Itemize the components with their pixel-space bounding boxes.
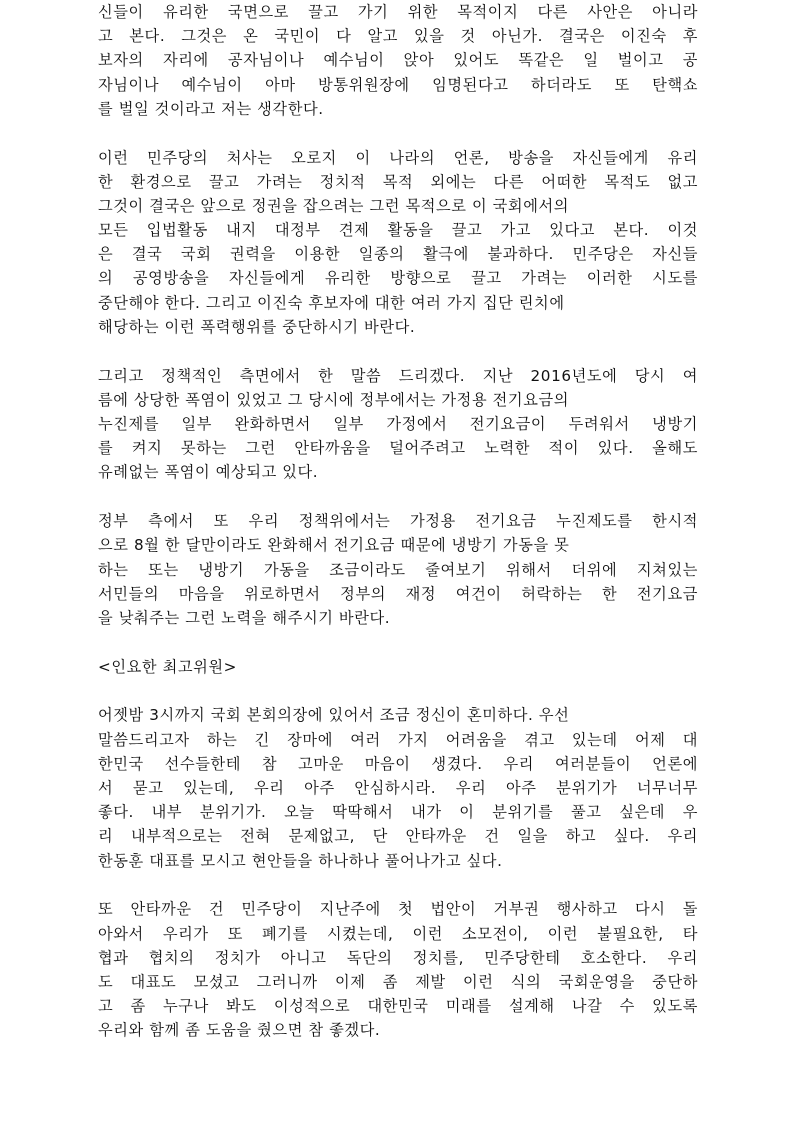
document-page	[98, 0, 698, 1043]
text-line: 그것이 결국은 앞으로 정권을 잡으려는 그런 목적으로 이 국회에서의	[98, 196, 570, 215]
paragraph-gap	[98, 339, 698, 364]
text-line: 정부 측에서 또 우리 정책위에서는 가정용 전기요금 누진제도를 한시적	[98, 512, 698, 531]
text-line: 한민국 선수들한테 참 고마운 마음이 생겼다. 우리 여러분들이 언론에	[98, 754, 698, 773]
text-line: 를 켜지 못하는 그런 안타까움을 덜어주려고 노력한 적이 있다. 올해도	[98, 439, 698, 458]
text-line: 우리와 함께 좀 도움을 줬으면 참 좋겠다.	[98, 1021, 381, 1040]
text-line: 한 환경으로 끌고 가려는 정치적 목적 외에는 다른 어떠한 목적도 없고	[98, 172, 698, 191]
paragraph-gap	[98, 630, 698, 655]
text-line: 를 벌일 것이라고 저는 생각한다.	[98, 99, 324, 118]
paragraph-1	[98, 0, 698, 121]
text-line: 자님이나 예수님이 아마 방통위원장에 임명된다고 하더라도 또 탄핵쇼	[98, 75, 698, 94]
paragraph-6	[98, 897, 698, 1042]
text-line: 은 결국 국회 권력을 이용한 일종의 활극에 불과하다. 민주당은 자신들	[98, 245, 698, 264]
text-line: 고 좀 누구나 봐도 이성적으로 대한민국 미래를 설계해 나갈 수 있도록	[98, 997, 698, 1016]
paragraph-gap	[98, 121, 698, 146]
text-line: 이런 민주당의 처사는 오로지 이 나라의 언론, 방송을 자신들에게 유리	[98, 148, 698, 167]
text-line: 름에 상당한 폭염이 있었고 그 당시에 정부에서는 가정용 전기요금의	[98, 390, 570, 409]
text-line: 유례없는 폭염이 예상되고 있다.	[98, 463, 319, 482]
text-line: 도 대표도 모셨고 그러니까 이제 좀 제발 이런 식의 국회운영을 중단하	[98, 972, 698, 991]
text-line: 누진제를 일부 완화하면서 일부 가정에서 전기요금이 두려워서 냉방기	[98, 415, 698, 433]
text-line: 하는 또는 냉방기 가동을 조금이라도 줄여보기 위해서 더위에 지쳐있는	[98, 560, 698, 579]
paragraph-2	[98, 146, 698, 340]
text-line: 좋다. 내부 분위기가. 오늘 딱딱해서 내가 이 분위기를 풀고 싶은데 우	[98, 803, 698, 822]
paragraph-gap	[98, 873, 698, 898]
text-line: 리 내부적으로는 전혀 문제없고, 단 안타까운 건 일을 하고 싶다. 우리	[98, 827, 698, 846]
text-line: 으로 8월 한 달만이라도 완화해서 전기요금 때문에 냉방기 가동을 못	[98, 536, 570, 555]
paragraph-gap	[98, 679, 698, 704]
text-line: 모든 입법활동 내지 대정부 견제 활동을 끌고 가고 있다고 본다. 이것	[98, 221, 698, 240]
text-line: 아와서 우리가 또 폐기를 시켰는데, 이런 소모전이, 이런 불필요한, 타	[98, 924, 698, 943]
text-line: 보자의 자리에 공자님이나 예수님이 앉아 있어도 똑같은 일 벌이고 공	[98, 51, 698, 70]
text-line: 서민들의 마음을 위로하면서 정부의 재정 여건이 허락하는 한 전기요금	[98, 584, 698, 603]
text-line: 어젯밤 3시까지 국회 본회의장에 있어서 조금 정신이 혼미하다. 우선	[98, 706, 570, 725]
text-line: 해당하는 이런 폭력행위를 중단하시기 바란다.	[98, 317, 416, 336]
text-line: 중단해야 한다. 그리고 이진숙 후보자에 대한 여러 가지 집단 린치에	[98, 293, 565, 312]
paragraph-5	[98, 703, 698, 872]
text-line: 말씀드리고자 하는 긴 장마에 여러 가지 어려움을 겪고 있는데 어제 대	[98, 730, 698, 749]
text-line: 신들이 유리한 국면으로 끌고 가기 위한 목적이지 다른 사안은 아니라	[98, 3, 698, 21]
text-line: 을 낮춰주는 그런 노력을 해주시기 바란다.	[98, 608, 391, 627]
paragraph-4	[98, 509, 698, 630]
text-line: 협과 협치의 정치가 아니고 독단의 정치를, 민주당한테 호소한다. 우리	[98, 948, 698, 967]
text-line: 그리고 정책적인 측면에서 한 말씀 드리겠다. 지난 2016년도에 당시 여	[98, 366, 698, 385]
text-line: 한동훈 대표를 모시고 현안들을 하나하나 풀어나가고 싶다.	[98, 851, 503, 870]
text-line: 서 묻고 있는데, 우리 아주 안심하시라. 우리 아주 분위기가 너무너무	[98, 779, 698, 798]
text-line: 의 공영방송을 자신들에게 유리한 방향으로 끌고 가려는 이러한 시도를	[98, 269, 698, 288]
paragraph-3	[98, 364, 698, 485]
paragraph-gap	[98, 485, 698, 510]
speaker-name: <인요한 최고위원>	[98, 657, 237, 676]
speaker-heading	[98, 655, 698, 679]
text-line: 또 안타까운 건 민주당이 지난주에 첫 법안이 거부권 행사하고 다시 돌	[98, 900, 698, 919]
text-line: 고 본다. 그것은 온 국민이 다 알고 있을 것 아닌가. 결국은 이진숙 후	[98, 27, 698, 46]
